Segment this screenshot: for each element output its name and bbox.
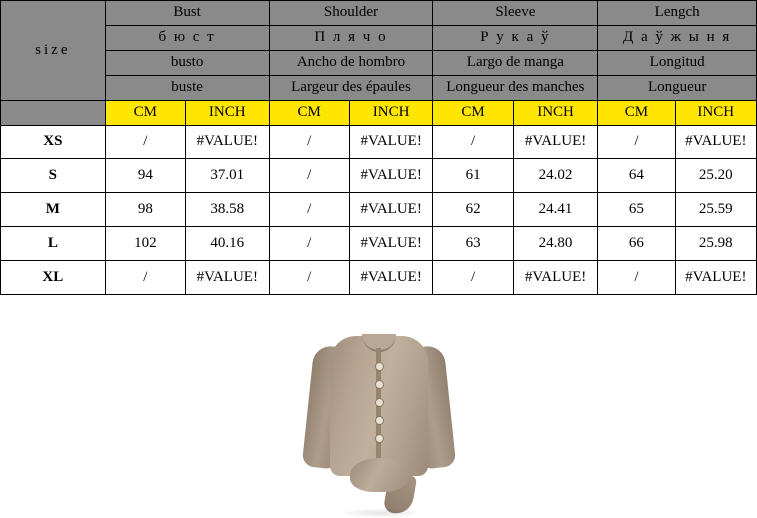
cell-s-sleeve-cm: 61 [433, 159, 513, 193]
cell-l-bust-cm: 102 [105, 227, 185, 261]
button-4 [375, 416, 384, 425]
cell-xs-length-inch: #VALUE! [675, 126, 756, 159]
hem-knot [350, 458, 408, 492]
product-photo [0, 296, 757, 516]
cell-s-sleeve-inch: 24.02 [513, 159, 598, 193]
cell-xl-sleeve-cm: / [433, 261, 513, 295]
size-word-cell: size [1, 1, 106, 101]
header-bust-ru: б ю с т [105, 26, 269, 51]
cell-l-bust-inch: 40.16 [186, 227, 270, 261]
table-row [1, 193, 757, 227]
units-row-corner [1, 101, 106, 126]
header-row-french [1, 76, 757, 101]
cell-xs-sleeve-cm: / [433, 126, 513, 159]
header-length-fr: Longueur [598, 76, 757, 101]
unit-length-inch: INCH [675, 101, 756, 126]
unit-shoulder-cm: CM [269, 101, 349, 126]
unit-sleeve-cm: CM [433, 101, 513, 126]
button-1 [375, 362, 384, 371]
table-row [1, 159, 757, 193]
cell-xs-sleeve-inch: #VALUE! [513, 126, 598, 159]
header-shoulder-es: Ancho de hombro [269, 51, 433, 76]
table-row [1, 261, 757, 295]
cell-xl-sleeve-inch: #VALUE! [513, 261, 598, 295]
cell-xl-shoulder-inch: #VALUE! [349, 261, 433, 295]
row-size-l: L [1, 227, 106, 261]
cell-m-sleeve-cm: 62 [433, 193, 513, 227]
header-bust-fr: buste [105, 76, 269, 101]
header-row-english [1, 1, 757, 26]
header-shoulder-fr: Largeur des épaules [269, 76, 433, 101]
header-row-russian [1, 26, 757, 51]
cell-xs-length-cm: / [598, 126, 675, 159]
cell-xl-length-cm: / [598, 261, 675, 295]
cell-s-length-cm: 64 [598, 159, 675, 193]
header-row-units [1, 101, 757, 126]
cell-s-shoulder-inch: #VALUE! [349, 159, 433, 193]
cell-l-shoulder-inch: #VALUE! [349, 227, 433, 261]
row-size-xs: XS [1, 126, 106, 159]
header-sleeve-fr: Longueur des manches [433, 76, 598, 101]
cell-l-length-inch: 25.98 [675, 227, 756, 261]
cell-xs-bust-cm: / [105, 126, 185, 159]
cell-xs-shoulder-cm: / [269, 126, 349, 159]
unit-bust-cm: CM [105, 101, 185, 126]
cell-m-bust-inch: 38.58 [186, 193, 270, 227]
cell-l-sleeve-cm: 63 [433, 227, 513, 261]
header-sleeve-ru: Р у к а ў [433, 26, 598, 51]
header-length-ru: Д а ў ж ы н я [598, 26, 757, 51]
drop-shadow [338, 508, 422, 518]
cell-xl-shoulder-cm: / [269, 261, 349, 295]
button-3 [375, 398, 384, 407]
cell-s-bust-cm: 94 [105, 159, 185, 193]
cell-s-bust-inch: 37.01 [186, 159, 270, 193]
cell-xl-length-inch: #VALUE! [675, 261, 756, 295]
header-sleeve-en: Sleeve [433, 1, 598, 26]
unit-length-cm: CM [598, 101, 675, 126]
cell-m-shoulder-inch: #VALUE! [349, 193, 433, 227]
header-sleeve-es: Largo de manga [433, 51, 598, 76]
cell-l-length-cm: 66 [598, 227, 675, 261]
cell-l-sleeve-inch: 24.80 [513, 227, 598, 261]
cell-s-length-inch: 25.20 [675, 159, 756, 193]
header-bust-es: busto [105, 51, 269, 76]
header-shoulder-ru: П л я ч о [269, 26, 433, 51]
cardigan-illustration [304, 308, 454, 516]
table-row [1, 126, 757, 159]
header-bust-en: Bust [105, 1, 269, 26]
cell-m-shoulder-cm: / [269, 193, 349, 227]
cell-l-shoulder-cm: / [269, 227, 349, 261]
row-size-s: S [1, 159, 106, 193]
cell-xs-shoulder-inch: #VALUE! [349, 126, 433, 159]
table-row [1, 227, 757, 261]
cell-xl-bust-inch: #VALUE! [186, 261, 270, 295]
unit-bust-inch: INCH [186, 101, 270, 126]
cell-m-bust-cm: 98 [105, 193, 185, 227]
row-size-xl: XL [1, 261, 106, 295]
header-length-en: Lengch [598, 1, 757, 26]
cell-m-sleeve-inch: 24.41 [513, 193, 598, 227]
unit-shoulder-inch: INCH [349, 101, 433, 126]
header-row-spanish [1, 51, 757, 76]
header-shoulder-en: Shoulder [269, 1, 433, 26]
button-5 [375, 434, 384, 443]
cell-xl-bust-cm: / [105, 261, 185, 295]
header-length-es: Longitud [598, 51, 757, 76]
row-size-m: M [1, 193, 106, 227]
cell-m-length-cm: 65 [598, 193, 675, 227]
cell-m-length-inch: 25.59 [675, 193, 756, 227]
unit-sleeve-inch: INCH [513, 101, 598, 126]
button-2 [375, 380, 384, 389]
cell-s-shoulder-cm: / [269, 159, 349, 193]
cell-xs-bust-inch: #VALUE! [186, 126, 270, 159]
